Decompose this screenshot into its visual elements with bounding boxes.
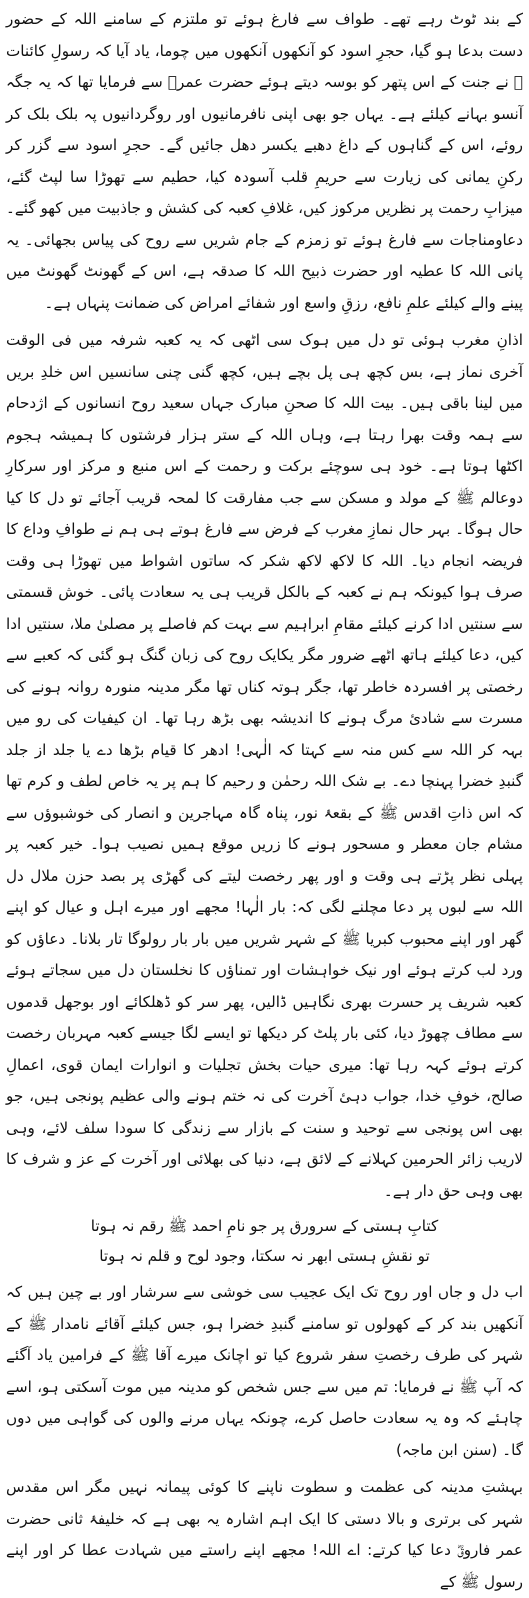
verse-couplet [6,1211,523,1271]
paragraph-maghrib: اذانِ مغرب ہوئی تو دل میں ہوک سی اٹھی کہ یہ کعبہ شرفہ میں فی الوقت آخری نماز ہے، بس کچھ ہی پل بچے ہیں، کچھ گنی چنی سانسیں اس خلدِ بریں میں لینا باقی ہیں۔ بیت اللہ کا صحنِ مبارک جہاں سعید روح انسانوں کے اژدحام سے ہمہ وقت بھرا رہتا ہے، وہاں اللہ کے ستر ہزار فرشتوں کا ہمیشہ ہجوم اکٹھا ہوتا ہے۔ خود ہی سوچئے برکت و رحمت کے اس منبع و مرکز اور سرکارِ دوعالم ﷺ کے مولد و مسکن سے جب مفارقت کا لمحہ قریب آجائے تو دل کا کیا حال ہوگا۔ بہر حال نمازِ مغرب کے فرض سے فارغ ہوتے ہی ہم نے طوافِ وداع کا فریضہ انجام دیا۔ اللہ کا لاکھ لاکھ شکر کہ ساتوں اشواط میں تھوڑا ہی وقت صرف ہوا کیونکہ ہم نے کعبہ کے بالکل قریب ہی یہ سعادت پائی۔ خوش قسمتی سے سنتیں ادا کرنے کیلئے مقامِ ابراہیم سے بہت کم فاصلے پر مصلیٰ ملا، سنتیں ادا کیں، دعا کیلئے ہاتھ اٹھے ضرور مگر یکایک روح کی زبان گنگ ہو گئی کہ کعبے سے رخصتی پر افسردہ خاطر تھا، جگر ہوتہ کناں تھا مگر مدینہ منورہ روانہ ہونے کی مسرت سے شادیٔ مرگ ہونے کا اندیشہ بھی بڑھ رہا تھا۔ ان کیفیات کی رو میں بہہ کر اللہ سے کس منہ سے کہتا کہ الٰہی! ادھر کا قیام بڑھا دے یا جلد از جلد گنبدِ خضرا پہنچا دے۔ بے شک اللہ رحمٰن و رحیم کا ہم پر یہ خاص لطف و کرم تھا کہ اس ذاتِ اقدس ﷺ کے بقعۂ نور، پناہ گاہ مہاجرین و انصار کی خوشبوؤں سے مشام جان معطر و مسحور ہونے کا زریں موقع ہمیں نصیب ہوا۔ خیر کعبہ پر پہلی نظر پڑتے ہی وقت و اور پھر رخصت لیتے کی گھڑی پر بصد حزن ملال دل اللہ سے لبوں پر دعا مچلنے لگی کہ: بار الٰہا! مجھے اور میرے اہل و عیال کو اپنے گھر اور اپنے محبوب کبریا ﷺ کے شہر شریں میں بار بار رولوگا تار بلانا۔ دعاؤں کو ورد لب کرتے ہوئے اور نیک خواہشات اور تمناؤں کا نخلستان دل میں سجاتے ہوئے کعبہ شریف پر حسرت بھری نگاہیں ڈالیں، پھر سر کو ڈھلکائے اور بوجھل قدموں سے مطاف چھوڑ دیا، کئی بار پلٹ کر دیکھا تو ایسے لگا جیسے کعبہ مہربان رخصت کرتے ہوئے کہہ رہا تھا: میری حیات بخش تجلیات و انوارات ایمان قوی، اعمالِ صالح، خوفِ خدا، جواب دہیٔ آخرت کی نہ ختم ہونے والی عظیم پونجی ہیں، جو بھی اس پونجی سے توحید و سنت کے بازار سے زندگی کا سودا سلف لائے، وہی لاریب زائر الحرمین کہلانے کے لائق ہے، دنیا کی بھلائی اور آخرت کے عز و شرف کا بھی وہی حق دار ہے۔ [6,331,523,1200]
paragraph-madinah-longing: اب دل و جاں اور روح تک ایک عجیب سی خوشی سے سرشار اور بے چین ہیں کہ آنکھیں بند کر کے کھولوں تو سامنے گنبدِ خضرا ہو، جس کیلئے آقائے نامدار ﷺ کے شہر کی طرف رخصتِ سفر شروع کیا تو اچانک میرے آقا ﷺ کے فرامین یاد آگئے کہ آپ ﷺ نے فرمایا: تم میں سے جس شخص کو مدینہ میں موت آسکتی ہو، اسے چاہئے کہ وہ یہ سعادت حاصل کرے، چونکہ یہاں مرنے والوں کی گواہی میں دوں گا۔ (سنن ابن ماجہ) [6,1283,523,1459]
paragraph-tawaf: کے بند ٹوٹ رہے تھے۔ طواف سے فارغ ہوئے تو ملتزم کے سامنے اللہ کے حضور دست بدعا ہو گیا، حجرِ اسود کو آنکھوں آنکھوں میں چوما، یاد آیا کہ رسولِ کائنات ﷺ نے جنت کے اس پتھر کو بوسہ دیتے ہوئے حضرت عمرؓ سے فرمایا تھا کہ یہ جگہ آنسو بہانے کیلئے ہے۔ یہاں جو بھی اپنی نافرمانیوں اور روگردانیوں پہ بلک بلک کر روئے، اس کے گناہوں کے داغ دھبے یکسر دھل جائیں گے۔ حجرِ اسود سے گزر کر رکنِ یمانی کی زیارت سے حریمِ قلب آسودہ کیا، حطیم سے تھوڑا سا لپٹ گئے، میزابِ رحمت پر نظریں مرکوز کیں، غلافِ کعبہ کی کشش و جاذبیت میں کھو گئے۔ دعاومناجات سے فارغ ہوئے تو زمزم کے جام شریں سے روح کی پیاس بجھائی۔ یہ پانی اللہ کا عطیہ اور حضرت ذبیح اللہ کا صدقہ ہے، اس کے گھونٹ گھونٹ میں پینے والے کیلئے علمِ نافع، رزقِ واسع اور شفائے امراض کی ضمانت پنہاں ہے۔ [6,10,523,312]
paragraph-madinah-greatness: بہشتِ مدینہ کی عظمت و سطوت ناپنے کا کوئی پیمانہ نہیں مگر اس مقدس شہر کی برتری و بالا دستی کا ایک اہم اشارہ یہ بھی ہے کہ خلیفۂ ثانی حضرت عمر فاروقؓ دعا کیا کرتے: اے اللہ! مجھے اپنے راستے میں شہادت عطا کر اور اپنے رسول ﷺ کے [6,1478,523,1591]
verse-line-1: کتابِ ہستی کے سرورق پر جو نامِ احمد ﷺ رقم نہ ہوتا [90,1217,439,1235]
verse-line-2: تو نقشِ ہستی ابھر نہ سکتا، وجود لوح و قلم نہ ہوتا [99,1247,430,1265]
